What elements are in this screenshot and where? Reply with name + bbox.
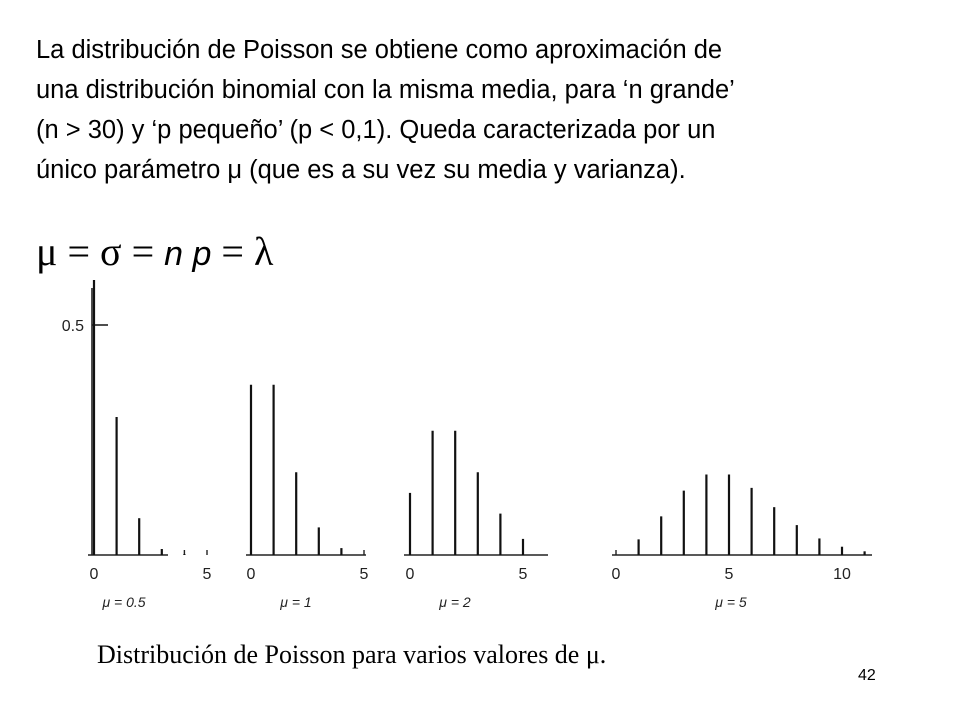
panel-mu-label: μ = 0.5 — [102, 594, 146, 610]
x-tick-label: 0 — [89, 566, 99, 583]
formula — [36, 228, 273, 275]
x-tick-label: 5 — [202, 566, 212, 583]
x-tick-label: 5 — [518, 566, 528, 583]
x-tick-label: 10 — [833, 566, 851, 583]
paragraph-line: (n > 30) y ‘p pequeño’ (p < 0,1). Queda caracterizada por un — [36, 116, 716, 144]
x-tick-label: 0 — [246, 566, 256, 583]
formula-np: n p — [164, 235, 212, 273]
x-tick-label: 0 — [405, 566, 415, 583]
x-tick-label: 5 — [724, 566, 734, 583]
formula-greek: μ = σ = — [36, 229, 165, 274]
paragraph-line: La distribución de Poisson se obtiene como aproximación de — [36, 36, 723, 64]
page-number: 42 — [858, 667, 876, 684]
poisson-charts — [0, 280, 960, 630]
formula-tail: = λ — [211, 229, 274, 274]
x-tick-label: 5 — [359, 566, 369, 583]
chart-caption: Distribución de Poisson para varios valores de μ. — [97, 640, 607, 669]
panel-mu-label: μ = 2 — [439, 594, 471, 610]
x-tick-label: 0 — [611, 566, 621, 583]
panel-mu-label: μ = 1 — [280, 594, 312, 610]
paragraph-line: único parámetro μ (que es a su vez su media y varianza). — [36, 156, 686, 184]
intro-paragraph — [36, 30, 936, 190]
y-tick-label: 0.5 — [61, 318, 84, 335]
panel-mu-label: μ = 5 — [715, 594, 747, 610]
paragraph-line: una distribución binomial con la misma media, para ‘n grande’ — [36, 76, 735, 104]
